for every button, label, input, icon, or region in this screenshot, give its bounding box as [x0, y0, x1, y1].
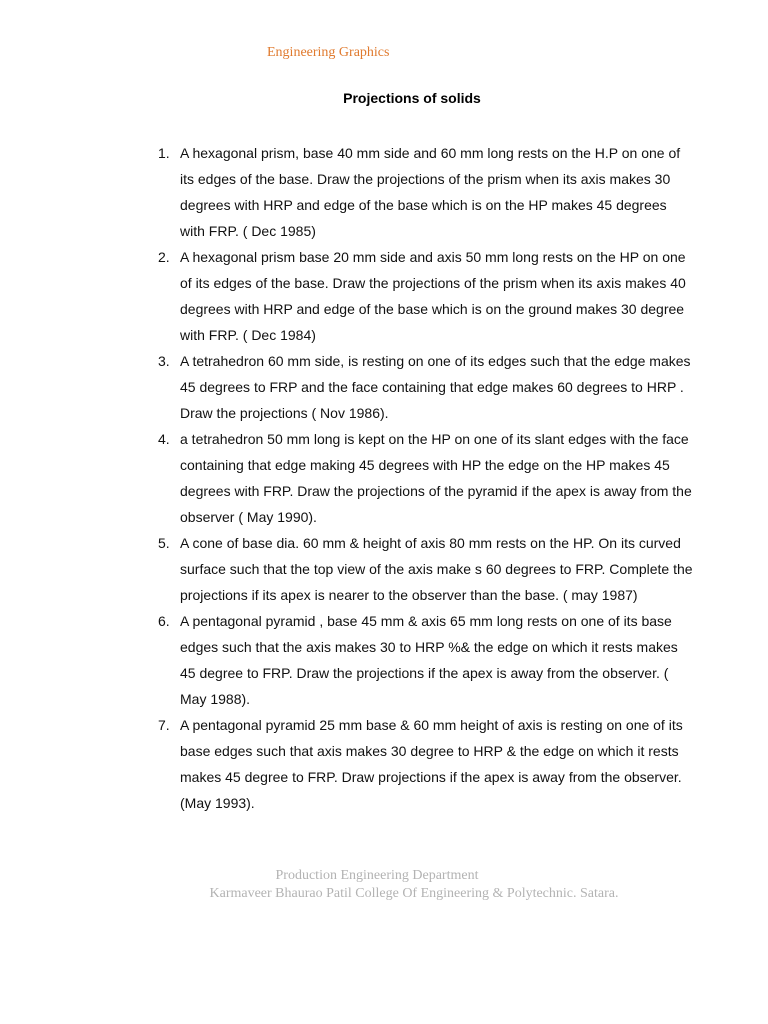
question-text: a tetrahedron 50 mm long is kept on the HP on one of its slant edges with the face containing that edge making 45 degrees with HP the edge on the HP makes 45 degrees with FRP. Draw the projections of the pyramid if the apex is away from the observer ( May 1990). — [180, 431, 692, 525]
question-list — [150, 140, 695, 816]
question-text: A pentagonal pyramid , base 45 mm & axis 65 mm long rests on one of its base edges such that the axis makes 30 to HRP %& the edge on which it rests makes 45 degree to FRP. Draw the projections if the apex is away from the observer. ( May 1988). — [180, 613, 678, 707]
question-text: A hexagonal prism base 20 mm side and axis 50 mm long rests on the HP on one of its edges of the base. Draw the projections of the prism when its axis makes 40 degrees with HRP and edge of the base which is on the ground makes 30 degree with FRP. ( Dec 1984) — [180, 249, 686, 343]
question-text: A pentagonal pyramid 25 mm base & 60 mm height of axis is resting on one of its base edges such that axis makes 30 degree to HRP & the edge on which it rests makes 45 degree to FRP. Draw projections if the apex is away from the observer. (May 1993). — [180, 717, 683, 811]
list-item — [150, 530, 695, 608]
question-number: 7. — [158, 717, 170, 733]
footer-department: Production Engineering Department — [275, 868, 479, 883]
question-text: A tetrahedron 60 mm side, is resting on one of its edges such that the edge makes 45 degrees to FRP and the face containing that edge makes 60 degrees to HRP . Draw the projections ( Nov 1986). — [180, 353, 691, 421]
list-item — [150, 608, 695, 712]
question-text: A hexagonal prism, base 40 mm side and 60 mm long rests on the H.P on one of its edges of the base. Draw the projections of the prism when its axis makes 30 degrees with HRP and edge of the base which is on the HP makes 45 degrees with FRP. ( Dec 1985) — [180, 145, 681, 239]
list-item — [150, 426, 695, 530]
question-number: 3. — [158, 353, 170, 369]
list-item — [150, 244, 695, 348]
question-number: 2. — [158, 249, 170, 265]
question-text: A cone of base dia. 60 mm & height of axis 80 mm rests on the HP. On its curved surface such that the top view of the axis make s 60 degrees to FRP. Complete the projections if its apex is nearer to the observer than the base. ( may 1987) — [180, 535, 693, 603]
question-number: 5. — [158, 535, 170, 551]
list-item — [150, 140, 695, 244]
running-header: Engineering Graphics — [267, 45, 390, 60]
list-item — [150, 712, 695, 816]
question-number: 6. — [158, 613, 170, 629]
page-title: Projections of solids — [343, 90, 481, 106]
question-number: 1. — [158, 145, 170, 161]
question-number: 4. — [158, 431, 170, 447]
list-item — [150, 348, 695, 426]
footer-college: Karmaveer Bhaurao Patil College Of Engineering & Polytechnic. Satara. — [209, 886, 619, 901]
